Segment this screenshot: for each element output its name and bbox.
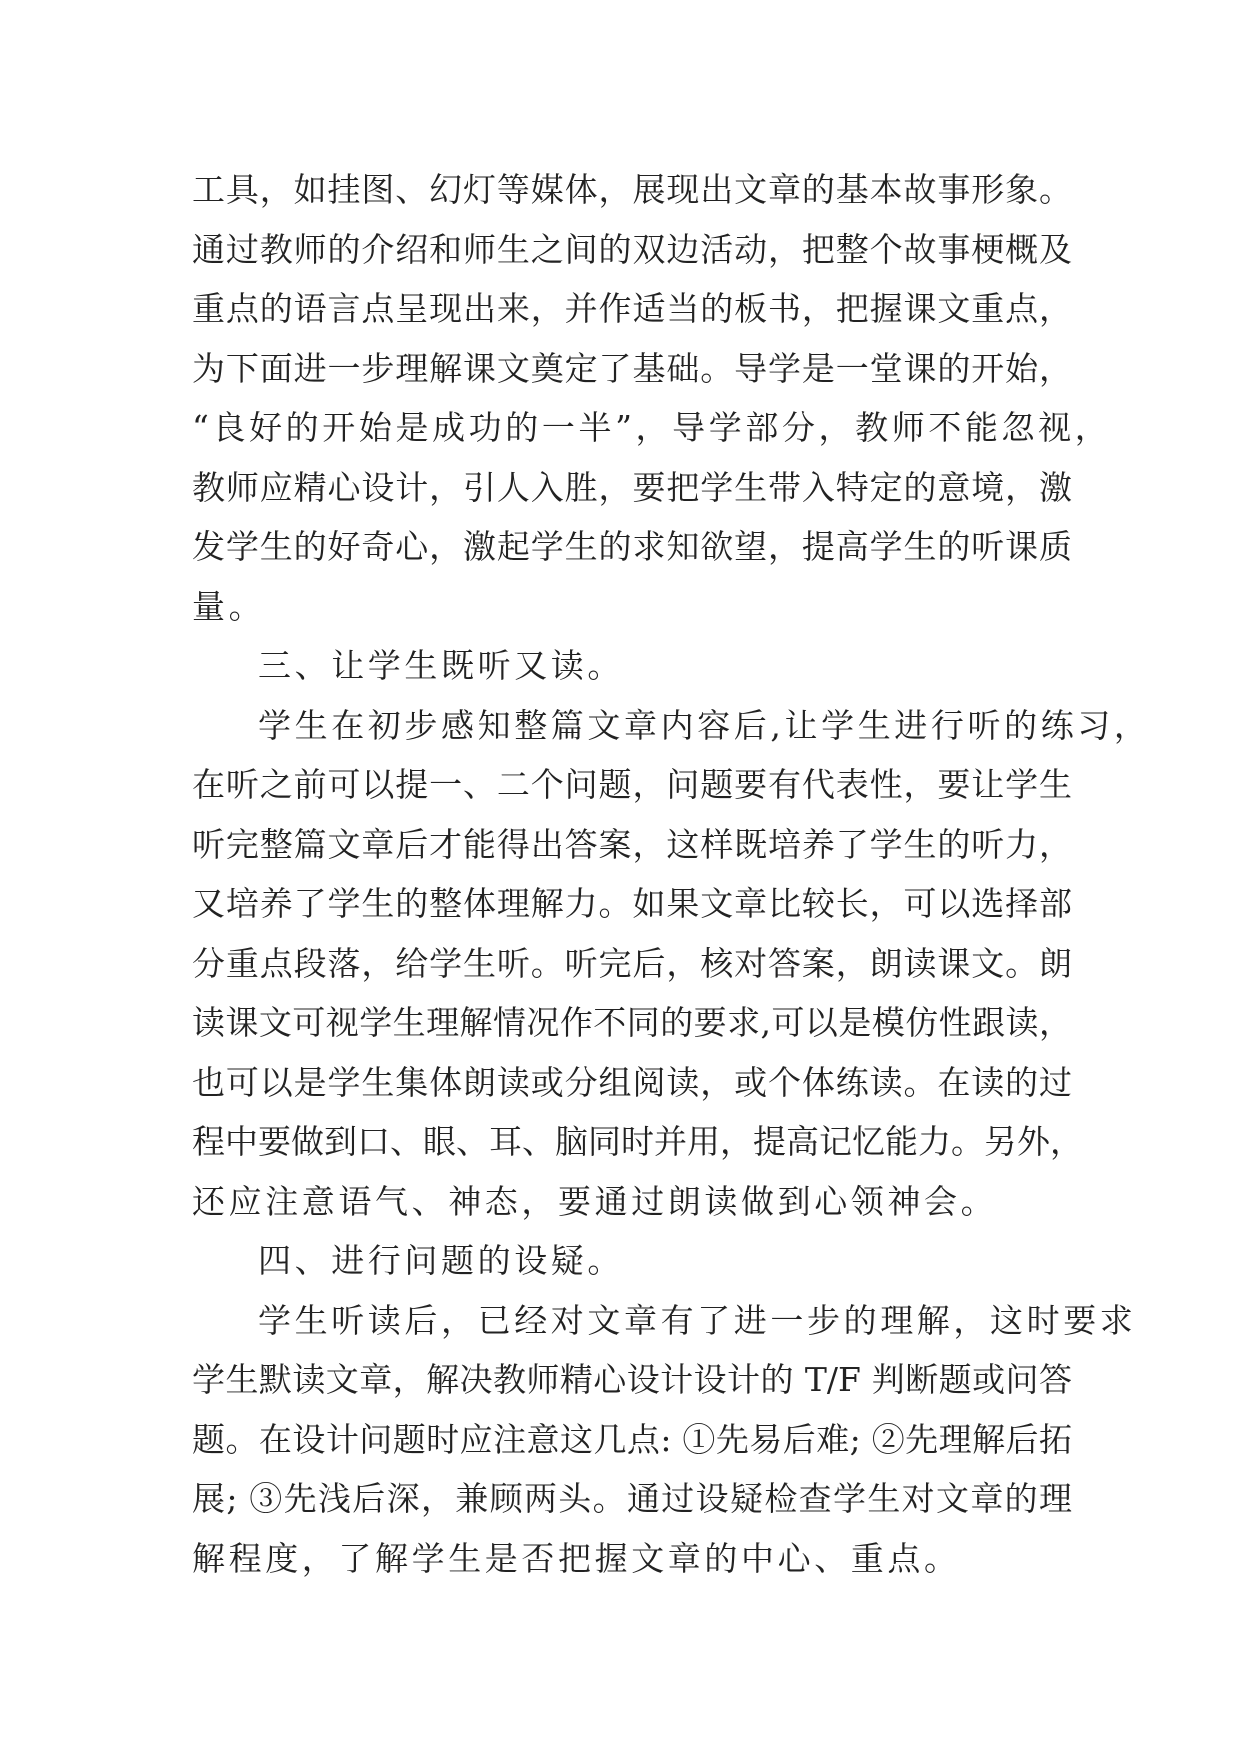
paragraph-line: 教师应精心设计，引人入胜，要把学生带入特定的意境，激: [192, 467, 1072, 507]
paragraph-4: [192, 1291, 1137, 1589]
paragraph-line: 发学生的好奇心，激起学生的求知欲望，提高学生的听课质: [192, 527, 1072, 566]
paragraph-line: 程中要做到口、眼、耳、脑同时并用，提高记忆能力。另外，: [192, 1122, 1083, 1161]
paragraph-line: 读课文可视学生理解情况作不同的要求,可以是模仿性跟读，: [192, 1003, 1072, 1042]
section-heading-3: 三、让学生既听又读。: [258, 646, 624, 685]
paragraph-line: 学生听读后，已经对文章有了进一步的理解，这时要求: [258, 1300, 1137, 1340]
paragraph-line: 还应注意语气、神态，要通过朗读做到心领神会。: [192, 1181, 998, 1221]
paragraph-line: “良好的开始是成功的一半”，导学部分，教师不能忽视，: [192, 408, 1112, 447]
paragraph-line: 为下面进一步理解课文奠定了基础。导学是一堂课的开始，: [192, 348, 1072, 388]
section-heading-4: 四、进行问题的设疑。: [258, 1241, 624, 1280]
paragraph-line: 也可以是学生集体朗读或分组阅读，或个体练读。在读的过: [192, 1062, 1072, 1102]
paragraph-1: [192, 160, 1112, 636]
paragraph-line: 工具，如挂图、幻灯等媒体，展现出文章的基本故事形象。: [192, 170, 1072, 209]
paragraph-line: 分重点段落，给学生听。听完后，核对答案，朗读课文。朗: [192, 943, 1072, 983]
paragraph-line: 学生默读文章，解决教师精心设计设计的 T/F 判断题或问答: [192, 1360, 1072, 1399]
paragraph-line: 展; ③先浅后深，兼顾两头。通过设疑检查学生对文章的理: [192, 1479, 1072, 1518]
paragraph-3: [192, 696, 1151, 1232]
paragraph-line: 学生在初步感知整篇文章内容后,让学生进行听的练习，: [258, 705, 1151, 745]
paragraph-line: 重点的语言点呈现出来，并作适当的板书，把握课文重点，: [192, 289, 1072, 328]
paragraph-line: 通过教师的介绍和师生之间的双边活动，把整个故事梗概及: [192, 229, 1072, 269]
paragraph-line: 题。在设计问题时应注意这几点: ①先易后难; ②先理解后拓: [192, 1419, 1072, 1459]
document-body: [192, 160, 1151, 1588]
paragraph-line: 又培养了学生的整体理解力。如果文章比较长，可以选择部: [192, 884, 1072, 923]
paragraph-line: 听完整篇文章后才能得出答案，这样既培养了学生的听力，: [192, 824, 1072, 864]
paragraph-line: 解程度，了解学生是否把握文章的中心、重点。: [192, 1538, 961, 1578]
paragraph-line: 量。: [192, 586, 266, 626]
paragraph-line: 在听之前可以提一、二个问题，问题要有代表性，要让学生: [192, 765, 1072, 804]
